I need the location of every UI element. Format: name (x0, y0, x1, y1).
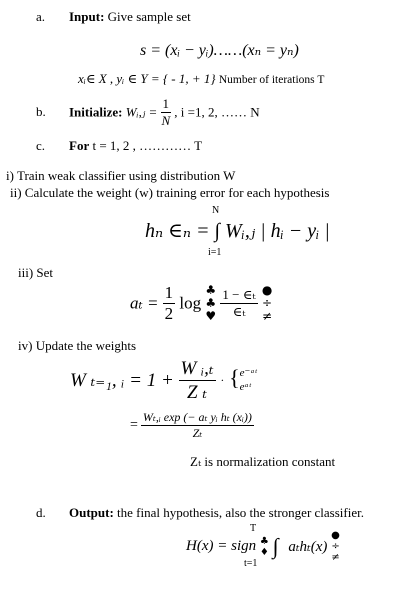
update-fraction (179, 357, 216, 404)
init-numerator: 1 (162, 96, 170, 111)
update-equation-2: = $\frac{\text{Wₜ,ᵢ exp (− aₜ yᵢ hₜ (xᵢ))}}{\text{Zₜ}}$ (130, 410, 252, 440)
final-body: aₜhₜ(x) (288, 539, 328, 555)
final-right-bracket-icon: ● ÷ ≠ (331, 530, 340, 563)
alpha-fraction-den: ∈ₜ (232, 304, 246, 319)
alpha-equation (130, 283, 272, 324)
update-equation: W ₜ₌₁, ᵢ = 1 + $\frac{\text{W ᵢ,ₜ}}{\text{Z ₜ}}$ · { e⁻ᵃᵗ eᵃᵗ (70, 358, 257, 403)
final-integral-icon: ∫ (272, 533, 279, 559)
input-domain: xᵢ∈ X , yᵢ ∈ Y = { - 1, + 1} (78, 71, 216, 86)
update-lhs: W ₜ₌₁, ᵢ = 1 + (70, 370, 174, 391)
step-d-label: Output: (69, 505, 114, 520)
step-b-label: Initialize: (69, 104, 123, 120)
step-d (36, 505, 46, 521)
iterations-note: Number of iterations T (218, 74, 325, 86)
error-lower-limit: i=1 (208, 247, 222, 258)
alpha-right-bracket-icon: ● ÷ ≠ (261, 282, 273, 324)
substep-iii: iii) Set (18, 265, 54, 280)
step-a-content (69, 9, 191, 25)
init-fraction (161, 96, 172, 129)
error-equation: hₙ ∈ₙ = ∫ Wᵢ,ⱼ | hᵢ − yᵢ | (145, 220, 330, 242)
step-b-content (69, 96, 260, 129)
update-cases: { e⁻ᵃᵗ eᵃᵗ (229, 365, 257, 393)
update2-num: Wₜ,ᵢ exp (− aₜ yᵢ hₜ (xᵢ)) (142, 410, 252, 424)
final-left-bracket-icon: ♣ ♦ (259, 535, 269, 558)
step-d-letter: d. (36, 505, 46, 520)
step-b-text: , i =1, 2, …… N (174, 104, 260, 120)
update-fraction-den: Z ₜ (187, 382, 208, 403)
alpha-fraction-num: 1 − ∈ₜ (222, 287, 256, 302)
step-c-text: t = 1, 2 , ………… T (92, 138, 203, 153)
step-b-letter: b. (36, 104, 46, 119)
step-c-letter: c. (36, 138, 46, 153)
step-a-text: Give sample set (107, 9, 191, 24)
alpha-half-num: 1 (164, 283, 174, 302)
step-b (36, 104, 46, 120)
input-equation: s = (xᵢ − yᵢ)……(xₙ = yₙ) (140, 42, 299, 59)
step-c (36, 138, 45, 154)
final-lhs: H(x) = sign (186, 538, 257, 554)
init-lhs: Wᵢ,ⱼ = (125, 104, 158, 120)
alpha-log: log (179, 293, 202, 313)
step-d-content (69, 505, 364, 521)
alpha-half (163, 283, 176, 324)
final-lower-limit: t=1 (244, 558, 258, 569)
alpha-left-bracket-icon: ♣ ♣ ♥ (205, 282, 217, 324)
update-fraction-num: W ᵢ,ₜ (180, 358, 214, 379)
final-upper-limit: T (250, 523, 257, 534)
alpha-fraction (220, 287, 257, 320)
step-d-text: the final hypothesis, also the stronger classifier. (117, 505, 364, 520)
alpha-half-den: 2 (164, 304, 174, 323)
step-a (36, 9, 45, 25)
step-a-letter: a. (36, 9, 46, 24)
substep-i: i) Train weak classifier using distribution W (6, 168, 236, 183)
substep-iv: iv) Update the weights (18, 338, 137, 353)
step-c-label: For (69, 138, 90, 153)
normalization-note: Zₜ is normalization constant (190, 454, 336, 469)
update-case-1: e⁻ᵃᵗ (239, 367, 257, 380)
error-upper-limit: N (212, 205, 220, 216)
input-domain-line (78, 71, 324, 87)
final-equation (186, 530, 340, 563)
update2-fraction (141, 410, 254, 441)
step-a-label: Input: (69, 9, 105, 24)
update2-den: Zₜ (192, 426, 203, 440)
step-c-content (69, 138, 202, 154)
update-case-2: eᵃᵗ (239, 380, 251, 393)
init-denominator: N (161, 113, 171, 128)
substep-ii: ii) Calculate the weight (w) training error for each hypothesis (10, 185, 330, 200)
alpha-lhs: aₜ = (130, 293, 159, 313)
